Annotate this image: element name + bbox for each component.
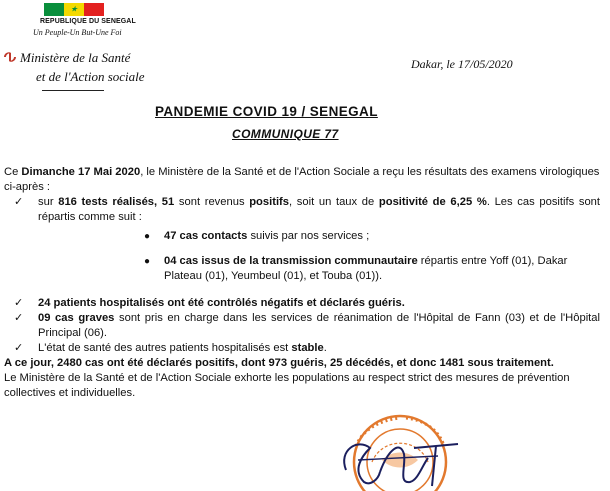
star-icon: ★: [70, 4, 78, 14]
place-date: Dakar, le 17/05/2020: [411, 57, 513, 71]
republic-heading: REPUBLIQUE DU SENEGAL: [40, 18, 136, 25]
header-divider: [42, 90, 104, 91]
national-motto: Un Peuple-Un But-Une Foi: [33, 28, 122, 37]
check-icon: ✓: [14, 297, 24, 309]
check-icon: ✓: [14, 312, 24, 324]
recovered-item: ✓ 24 patients hospitalisés ont été contrôlés négatifs et déclarés guéris.: [14, 297, 405, 309]
communique-body: [4, 165, 600, 401]
check-icon: ✓: [14, 196, 24, 208]
stable-item: ✓ L'état de santé des autres patients hospitalisés est stable.: [14, 342, 327, 354]
senegal-flag: [44, 3, 104, 16]
summary-paragraph: A ce jour, 2480 cas ont été déclarés positifs, dont 973 guéris, 25 décédés, et donc 1481 sous traitement.: [4, 357, 554, 369]
bullet-icon: ●: [144, 256, 151, 267]
intro-paragraph: Ce Dimanche 17 Mai 2020, le Ministère de la Santé et de l'Action Sociale a reçu les résultats des examens virologiques ci-après :: [4, 166, 600, 193]
document-title: PANDEMIE COVID 19 / SENEGAL: [155, 104, 378, 119]
contacts-item: ● 47 cas contacts suivis par nos services ;: [144, 230, 370, 242]
ministry-logo-icon: [2, 50, 18, 64]
bullet-icon: ●: [144, 231, 151, 242]
tests-item: ✓ sur 816 tests réalisés, 51 sont revenus positifs, soit un taux de positivité de 6,25 %. Les cas positifs sont répartis comme suit :: [14, 196, 601, 223]
ministry-line-1: Ministère de la Santé: [20, 50, 131, 65]
closing-paragraph: Le Ministère de la Santé et de l'Action Sociale exhorte les populations au respect strict des mesures de prévention collectives et individuelles.: [4, 372, 570, 399]
ministry-name: [20, 48, 145, 86]
communique-number: COMMUNIQUE 77: [232, 127, 339, 141]
check-icon: ✓: [14, 342, 24, 354]
community-item: ● 04 cas issus de la transmission communautaire répartis entre Yoff (01), Dakar Plateau (01), Yeumbeul (01), et Touba (01)).: [144, 255, 568, 282]
severe-cases-item: ✓ 09 cas graves sont pris en charge dans les services de réanimation de l'Hôpital de Fann (03) et de l'Hôpital Principal (06).: [14, 312, 600, 339]
ministry-line-2: et de l'Action sociale: [36, 69, 145, 84]
signature: [318, 430, 468, 490]
